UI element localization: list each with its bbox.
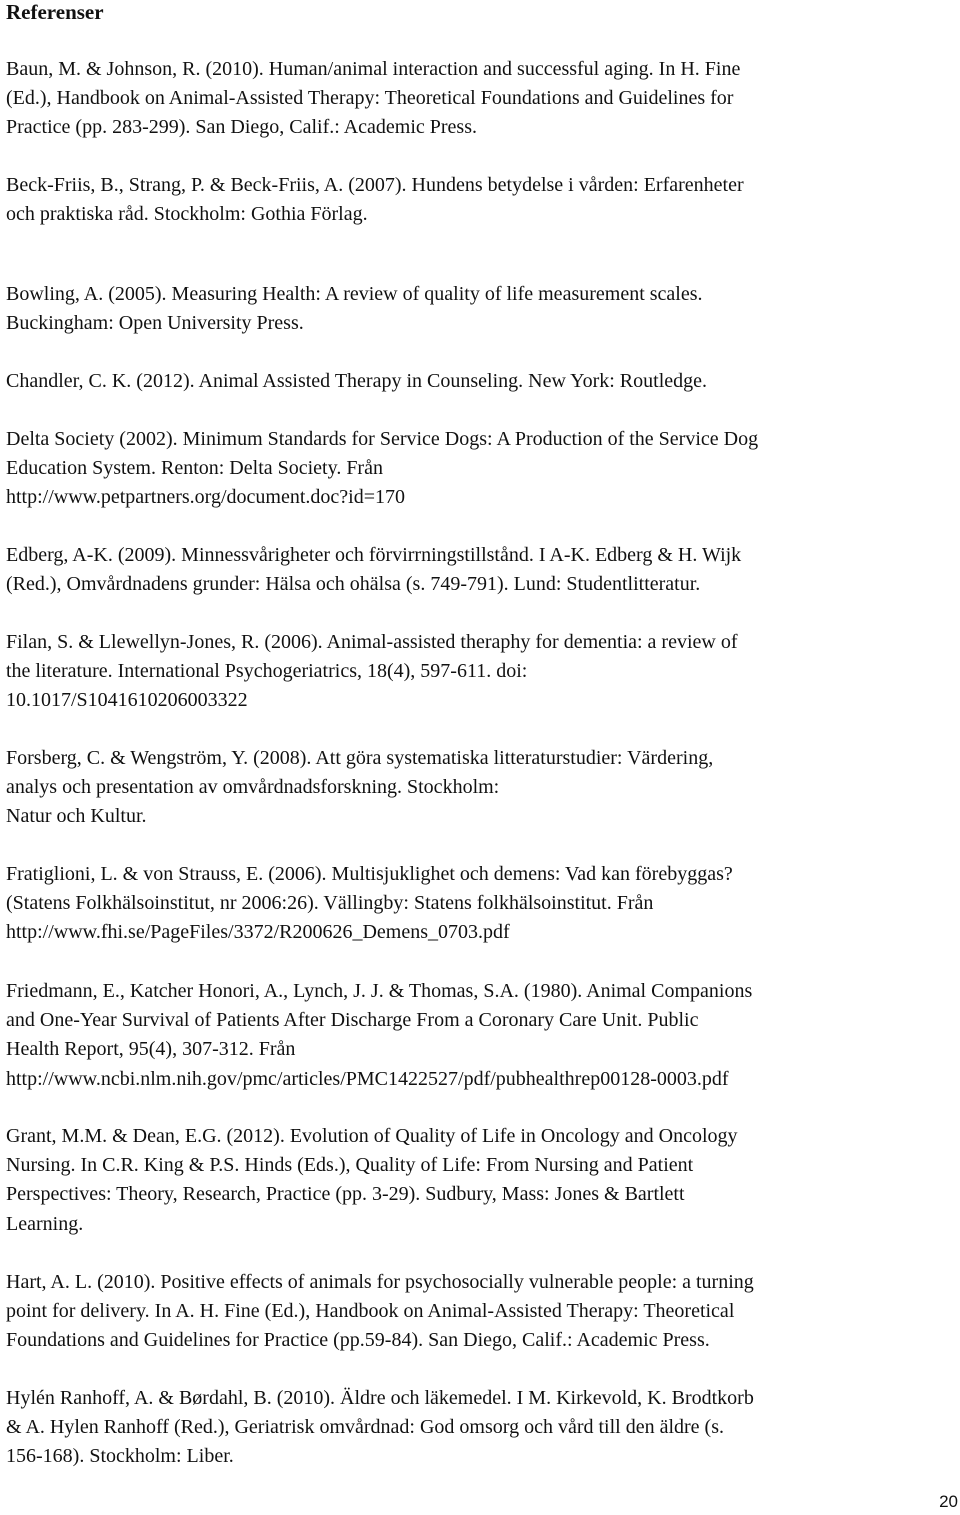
reference-line: Filan, S. & Llewellyn-Jones, R. (2006). Animal-assisted theraphy for dementia: a review of	[6, 631, 738, 653]
reference-line: http://www.fhi.se/PageFiles/3372/R200626_Demens_0703.pdf	[6, 921, 510, 944]
reference-entry	[6, 1122, 960, 1239]
reference-line: Natur och Kultur.	[6, 805, 147, 828]
reference-entry	[6, 1268, 960, 1356]
reference-line: & A. Hylen Ranhoff (Red.), Geriatrisk omvårdnad: God omsorg och vård till den äldre (s.	[6, 1416, 724, 1439]
reference-line: Perspectives: Theory, Research, Practice (pp. 3-29). Sudbury, Mass: Jones & Bartlett	[6, 1183, 685, 1206]
reference-line: Forsberg, C. & Wengström, Y. (2008). Att göra systematiska litteraturstudier: Värdering,	[6, 747, 714, 769]
reference-line: Edberg, A-K. (2009). Minnessvårigheter och förvirrningstillstånd. I A-K. Edberg & H. Wijk	[6, 544, 742, 566]
reference-line: http://www.petpartners.org/document.doc?id=170	[6, 486, 405, 509]
reference-entry	[6, 744, 960, 832]
reference-line: (Statens Folkhälsoinstitut, nr 2006:26). Vällingby: Statens folkhälsoinstitut. Från	[6, 892, 654, 915]
reference-entry	[6, 860, 960, 948]
reference-entry	[6, 628, 960, 716]
reference-line: analys och presentation av omvårdnadsforskning. Stockholm:	[6, 776, 500, 799]
reference-line: Baun, M. & Johnson, R. (2010). Human/animal interaction and successful aging. In H. Fine	[6, 58, 741, 80]
reference-line: Health Report, 95(4), 307-312. Från	[6, 1038, 296, 1061]
reference-entry	[6, 1384, 960, 1472]
reference-entry	[6, 541, 960, 599]
reference-entry	[6, 425, 960, 513]
reference-line: (Red.), Omvårdnadens grunder: Hälsa och ohälsa (s. 749-791). Lund: Studentlitteratur.	[6, 573, 701, 596]
reference-line: http://www.ncbi.nlm.nih.gov/pmc/articles/PMC1422527/pdf/pubhealthrep00128-0003.pdf	[6, 1067, 729, 1090]
reference-entry	[6, 367, 960, 396]
page-heading: Referenser	[6, 0, 104, 24]
reference-line: 10.1017/S1041610206003322	[6, 689, 248, 712]
reference-line: Grant, M.M. & Dean, E.G. (2012). Evolution of Quality of Life in Oncology and Oncology	[6, 1125, 738, 1147]
reference-line: Fratiglioni, L. & von Strauss, E. (2006). Multisjuklighet och demens: Vad kan förebyggas?	[6, 863, 733, 885]
reference-line: 156-168). Stockholm: Liber.	[6, 1445, 234, 1468]
reference-line: Nursing. In C.R. King & P.S. Hinds (Eds.), Quality of Life: From Nursing and Patient	[6, 1154, 694, 1177]
reference-line: Bowling, A. (2005). Measuring Health: A review of quality of life measurement scales.	[6, 283, 703, 305]
reference-line: Hart, A. L. (2010). Positive effects of animals for psychosocially vulnerable people: a turning	[6, 1271, 754, 1293]
reference-line: Foundations and Guidelines for Practice (pp.59-84). San Diego, Calif.: Academic Press.	[6, 1329, 710, 1352]
reference-entry	[6, 280, 960, 338]
reference-line: och praktiska råd. Stockholm: Gothia Förlag.	[6, 203, 368, 226]
reference-line: the literature. International Psychogeriatrics, 18(4), 597-611. doi:	[6, 660, 528, 683]
reference-line: Chandler, C. K. (2012). Animal Assisted Therapy in Counseling. New York: Routledge.	[6, 370, 708, 392]
reference-line: Delta Society (2002). Minimum Standards for Service Dogs: A Production of the Service Dog	[6, 428, 759, 450]
reference-line: Learning.	[6, 1212, 84, 1235]
reference-line: Beck-Friis, B., Strang, P. & Beck-Friis, A. (2007). Hundens betydelse i vården: Erfarenheter	[6, 174, 744, 196]
reference-line: Friedmann, E., Katcher Honori, A., Lynch, J. J. & Thomas, S.A. (1980). Animal Companions	[6, 980, 753, 1002]
reference-line: (Ed.), Handbook on Animal-Assisted Therapy: Theoretical Foundations and Guidelines for	[6, 87, 734, 110]
reference-line: Practice (pp. 283-299). San Diego, Calif.: Academic Press.	[6, 116, 477, 139]
reference-line: point for delivery. In A. H. Fine (Ed.), Handbook on Animal-Assisted Therapy: Theoretical	[6, 1300, 735, 1323]
reference-line: Education System. Renton: Delta Society. Från	[6, 457, 383, 480]
reference-line: and One-Year Survival of Patients After Discharge From a Coronary Care Unit. Public	[6, 1009, 699, 1032]
reference-line: Buckingham: Open University Press.	[6, 312, 304, 335]
reference-entry	[6, 55, 960, 143]
reference-line: Hylén Ranhoff, A. & Børdahl, B. (2010). Äldre och läkemedel. I M. Kirkevold, K. Brodtkorb	[6, 1387, 754, 1409]
page-number: 20	[939, 1492, 958, 1511]
reference-entry	[6, 977, 960, 1094]
reference-entry	[6, 171, 960, 229]
